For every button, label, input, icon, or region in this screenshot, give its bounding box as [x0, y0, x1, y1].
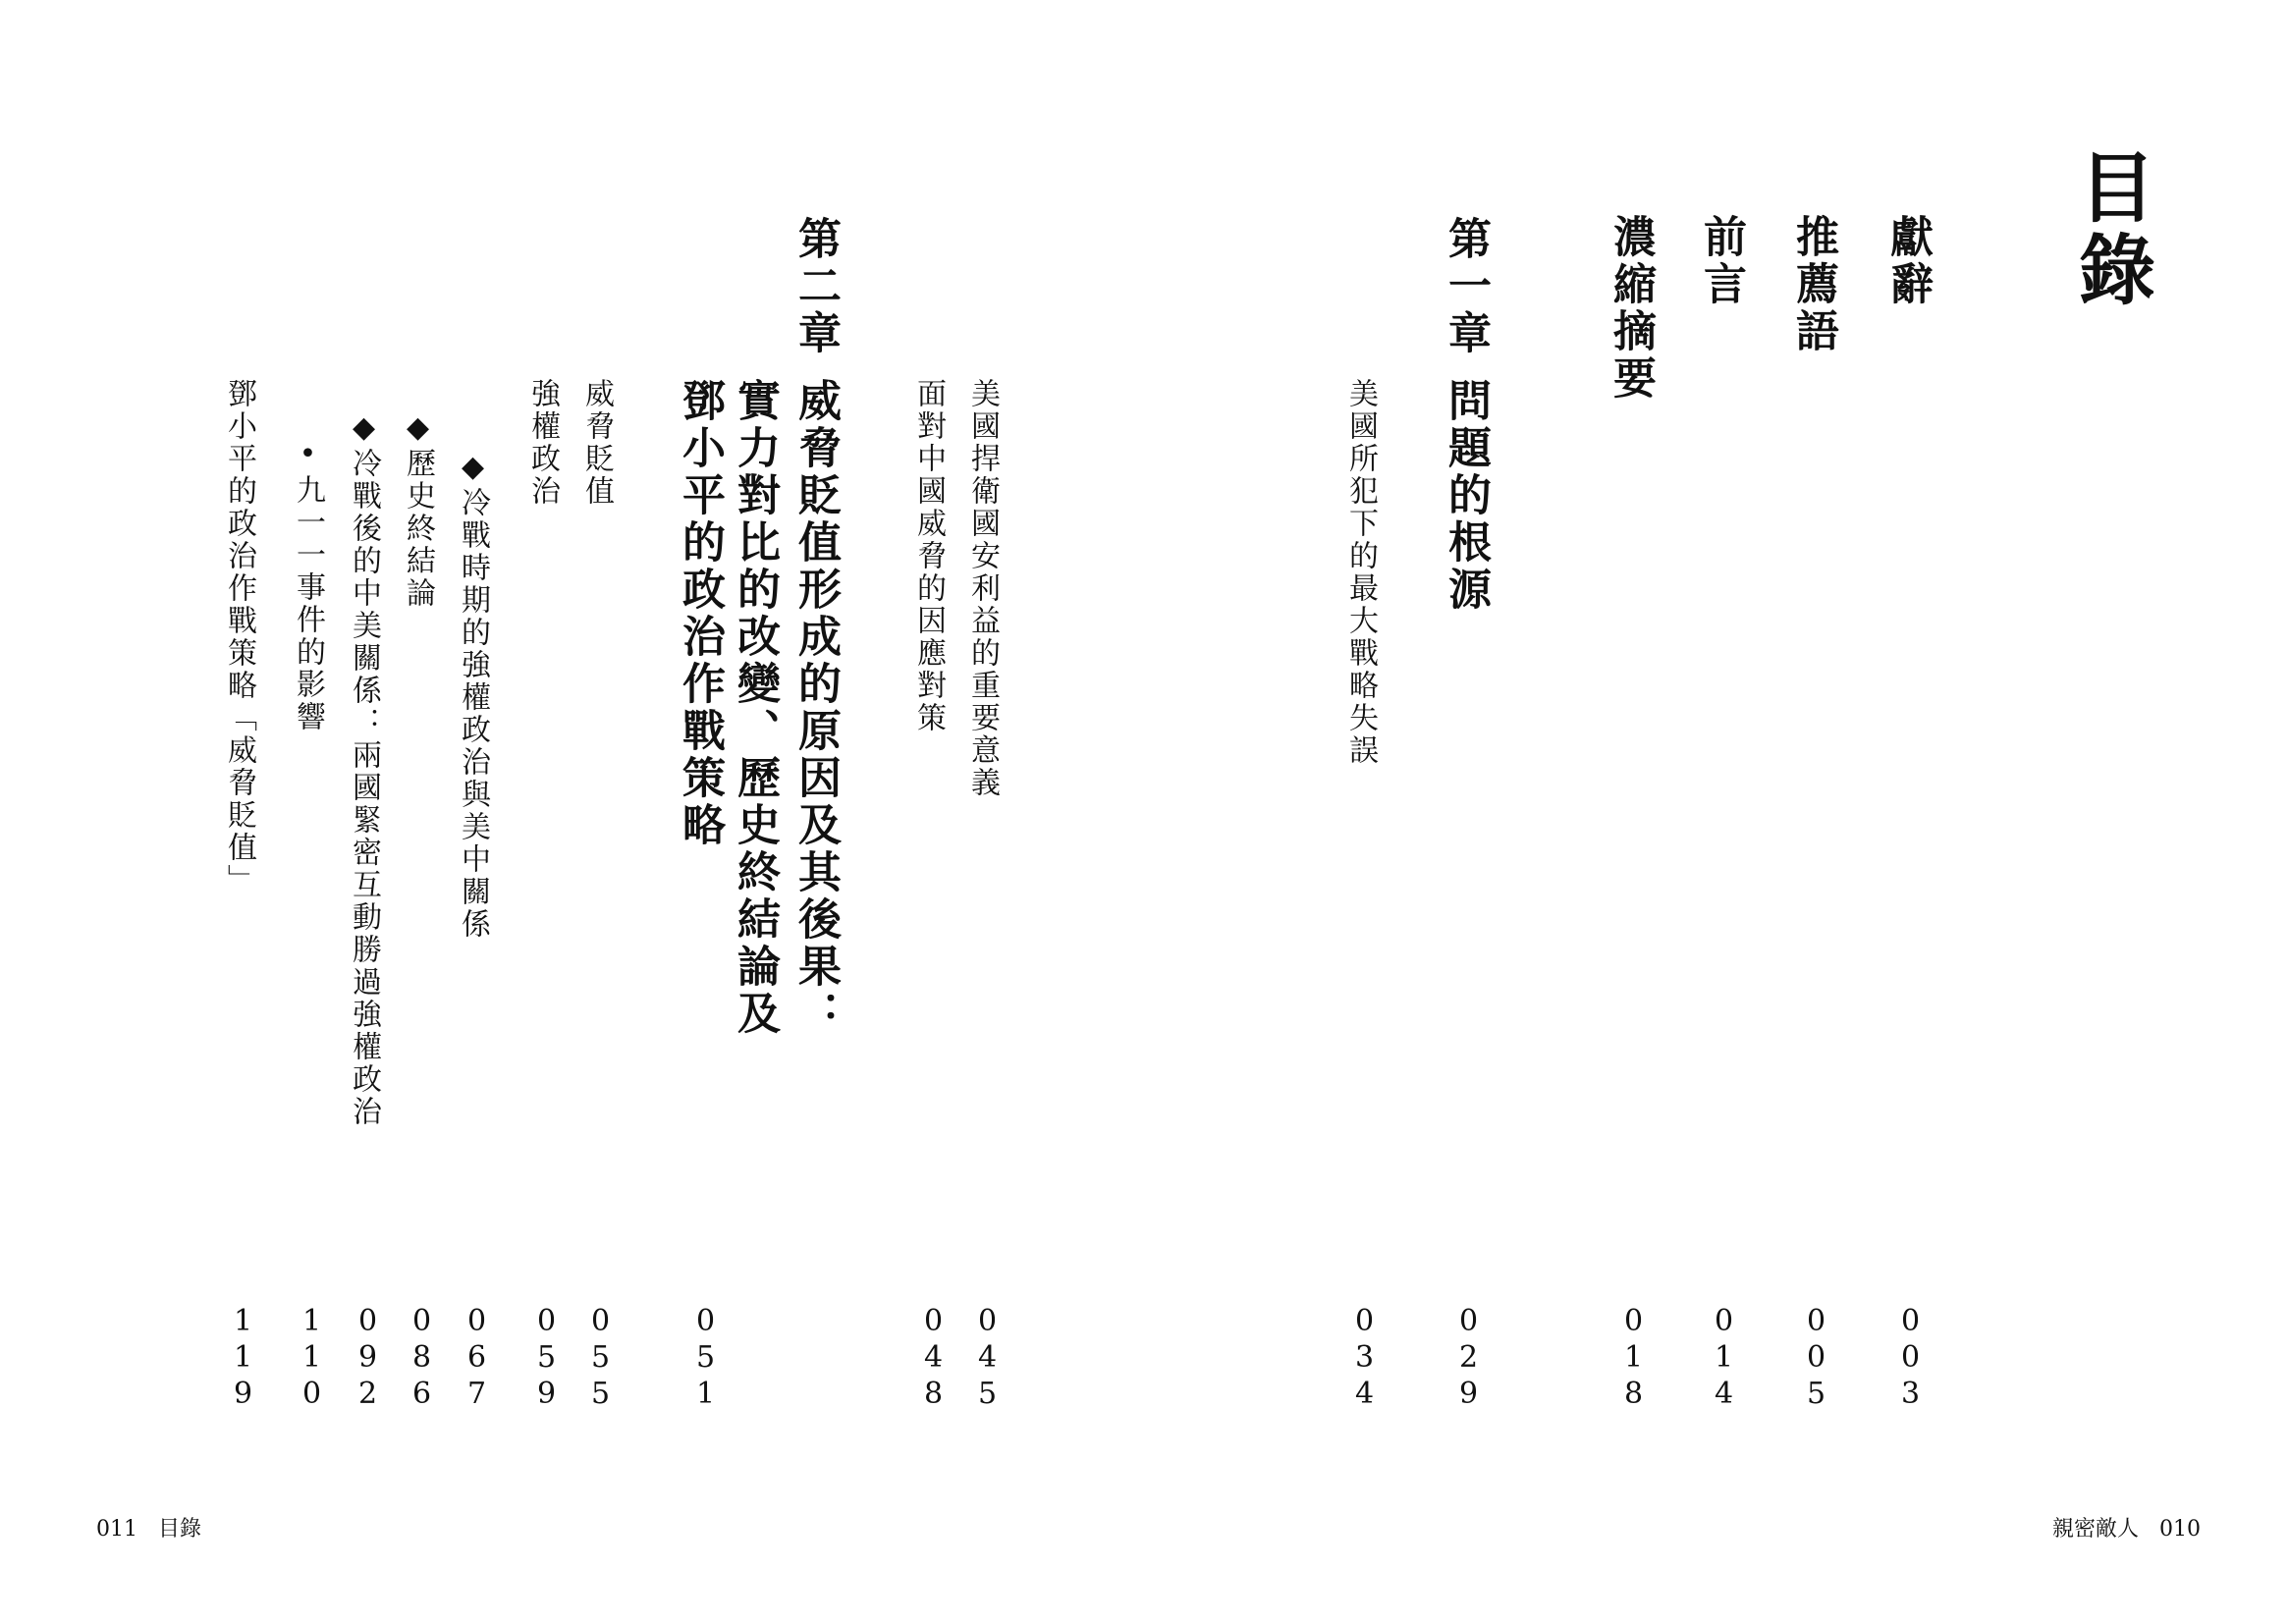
toc-entry-ch2-sec5[interactable]: ◆冷戰後的中美關係：兩國緊密互動勝過強權政治	[347, 410, 381, 1128]
toc-page-dedication: 003	[1893, 1304, 1928, 1413]
toc-entry-preface[interactable]: 前言	[1696, 214, 1746, 308]
toc-entry-ch2-sec3[interactable]: ◆冷戰時期的強權政治與美中關係	[456, 450, 490, 941]
toc-page-ch2-sec6: 110	[295, 1304, 329, 1413]
chapter1-label: 第一章	[1441, 216, 1491, 357]
toc-page-ch1-sec1: 034	[1347, 1304, 1382, 1413]
toc-page-ch2-sec7: 119	[226, 1304, 260, 1413]
footer-right-title: 親密敵人	[2052, 1517, 2140, 1542]
toc-page-recommendations: 005	[1799, 1304, 1833, 1413]
toc-entry-summary[interactable]: 濃縮摘要	[1606, 214, 1656, 403]
chapter1-page: 029	[1451, 1304, 1486, 1413]
toc-entry-ch1-sec1[interactable]: 美國所犯下的最大戰略失誤	[1343, 378, 1378, 767]
toc-entry-ch1-sec2[interactable]: 美國捍衛國安利益的重要意義	[965, 378, 1000, 799]
toc-page-ch2-sec4: 086	[405, 1304, 439, 1413]
chapter2-title-line3[interactable]: 鄧小平的政治作戰策略	[675, 378, 725, 849]
toc-entry-dedication[interactable]: 獻辭	[1882, 214, 1933, 308]
chapter2-title-line2[interactable]: 實力對比的改變、歷史終結論及	[730, 378, 780, 1038]
chapter2-title-line1[interactable]: 威脅貶值形成的原因及其後果：	[790, 378, 841, 1038]
toc-page-ch2-sec1: 055	[583, 1304, 618, 1413]
toc-entry-ch2-sec6[interactable]: •九一一事件的影響	[291, 437, 325, 733]
toc-page-ch2-sec3: 067	[460, 1304, 494, 1413]
toc-entry-ch2-sec2[interactable]: 強權政治	[525, 378, 560, 508]
footer-left-page-number: 011	[96, 1517, 137, 1542]
toc-page-summary: 018	[1616, 1304, 1651, 1413]
toc-entry-ch2-sec7[interactable]: 鄧小平的政治作戰策略「威脅貶值」	[222, 378, 256, 896]
footer-right	[2052, 1512, 2214, 1543]
toc-entry-ch2-sec4[interactable]: ◆歷史終結論	[401, 410, 435, 610]
toc-page-ch1-sec3: 048	[916, 1304, 951, 1413]
page-title: 目錄	[2066, 147, 2155, 312]
toc-page-ch1-sec2: 045	[970, 1304, 1005, 1413]
chapter2-label: 第二章	[790, 216, 841, 357]
footer-right-page-number: 010	[2159, 1517, 2202, 1542]
toc-page-preface: 014	[1707, 1304, 1741, 1413]
toc-entry-recommendations[interactable]: 推薦語	[1788, 214, 1838, 355]
toc-entry-ch1-sec3[interactable]: 面對中國威脅的因應對策	[911, 378, 946, 734]
footer-left-title: 目錄	[158, 1517, 202, 1542]
chapter1-title[interactable]: 問題的根源	[1441, 378, 1491, 614]
toc-entry-ch2-sec1[interactable]: 威脅貶值	[579, 378, 614, 508]
footer-left	[96, 1512, 215, 1543]
toc-page-ch2-sec5: 092	[351, 1304, 385, 1413]
chapter2-page: 051	[688, 1304, 723, 1413]
toc-page-ch2-sec2: 059	[529, 1304, 564, 1413]
